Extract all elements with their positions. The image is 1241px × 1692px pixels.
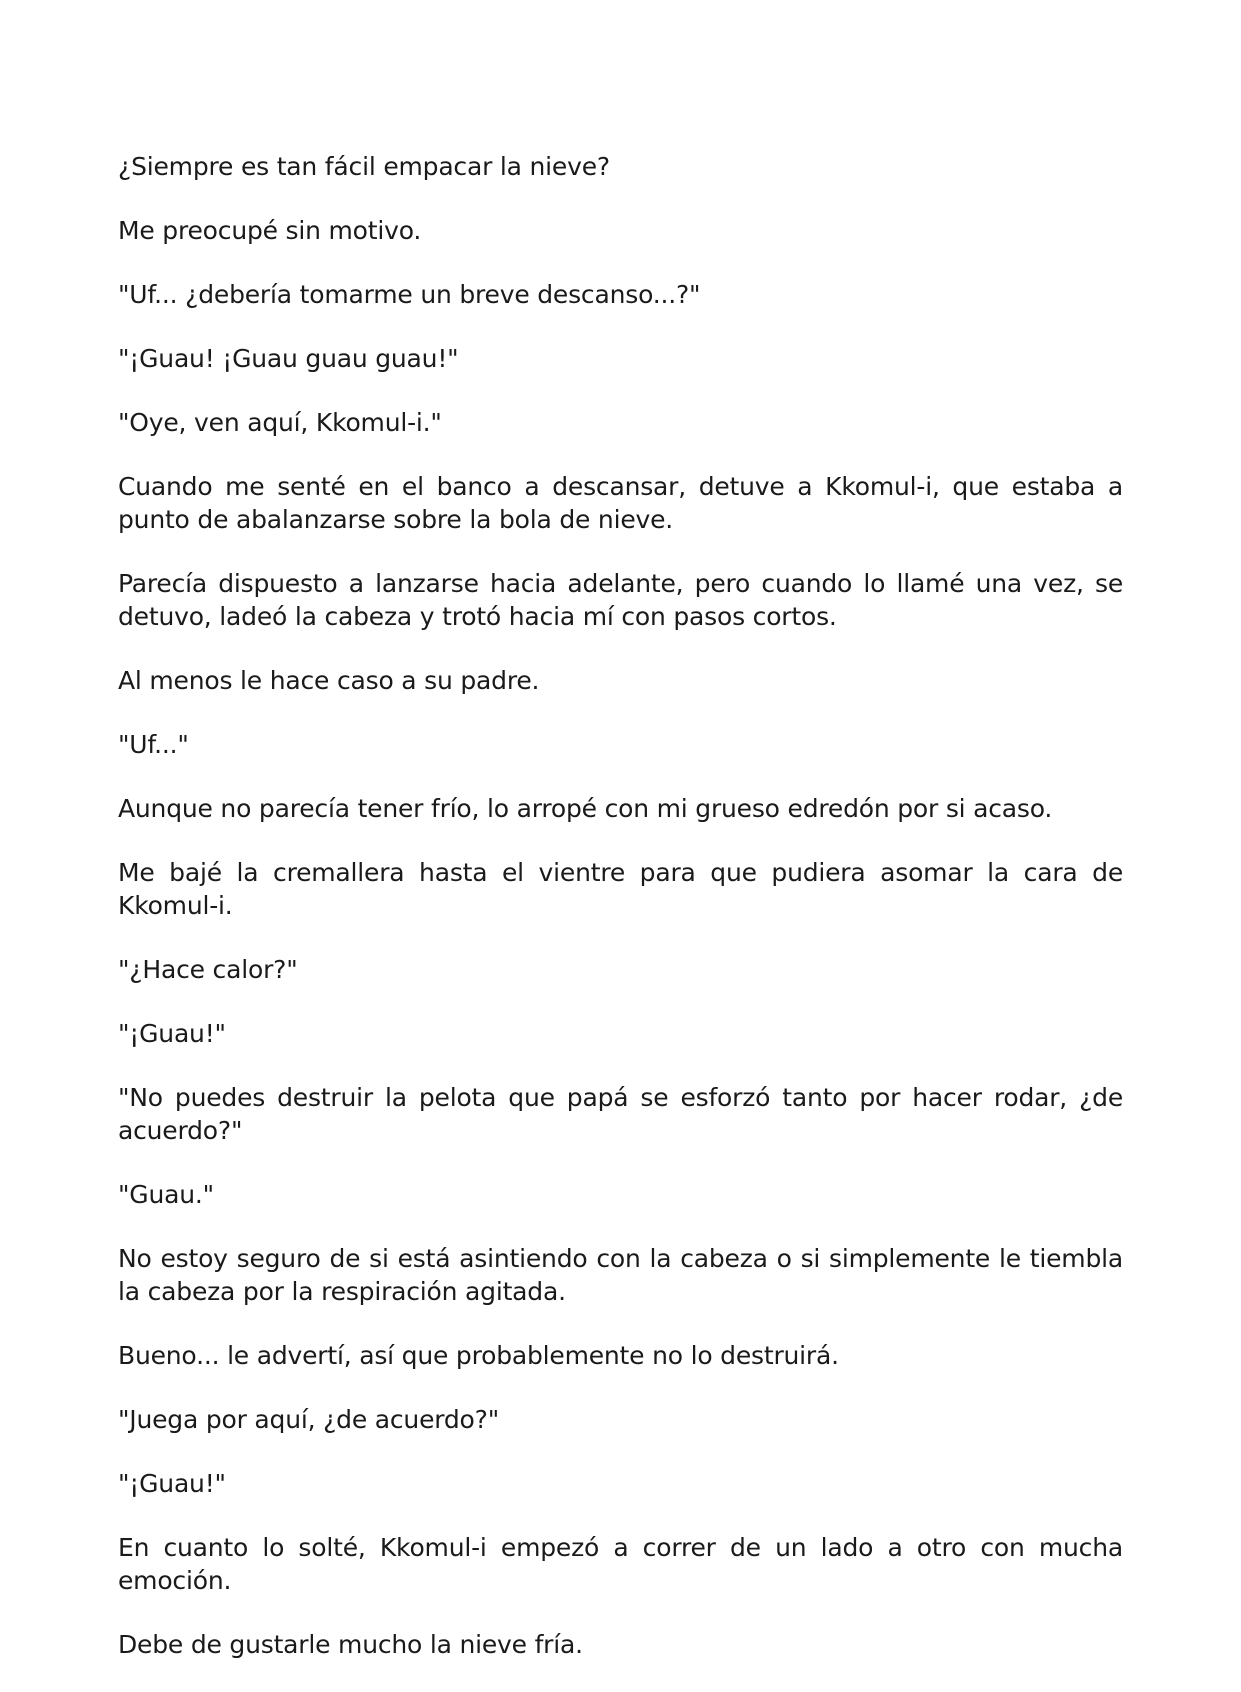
document-body (118, 150, 1123, 1692)
paragraph: "¡Guau! ¡Guau guau guau!" (118, 344, 459, 373)
paragraph: Debe de gustarle mucho la nieve fría. (118, 1630, 583, 1659)
paragraph: No estoy seguro de si está asintiendo con la cabeza o si simplemente le tiembla la cabeza por la respiración agitada. (118, 1244, 1123, 1306)
paragraph: "Uf..." (118, 730, 189, 759)
paragraph: En cuanto lo solté, Kkomul-i empezó a correr de un lado a otro con mucha emoción. (118, 1533, 1123, 1595)
paragraph: "¿Hace calor?" (118, 955, 298, 984)
paragraph: "Uf... ¿debería tomarme un breve descanso...?" (118, 280, 701, 309)
paragraph: Bueno... le advertí, así que probablemente no lo destruirá. (118, 1341, 839, 1370)
paragraph: "¡Guau!" (118, 1469, 226, 1498)
paragraph: "Juega por aquí, ¿de acuerdo?" (118, 1405, 500, 1434)
paragraph: ¿Siempre es tan fácil empacar la nieve? (118, 152, 610, 181)
paragraph: Me preocupé sin motivo. (118, 216, 422, 245)
paragraph: Cuando me senté en el banco a descansar, detuve a Kkomul-i, que estaba a punto de abalanzarse sobre la bola de nieve. (118, 472, 1123, 534)
paragraph: Me bajé la cremallera hasta el vientre para que pudiera asomar la cara de Kkomul-i. (118, 858, 1123, 920)
paragraph: "No puedes destruir la pelota que papá se esforzó tanto por hacer rodar, ¿de acuerdo?" (118, 1083, 1123, 1145)
paragraph: Al menos le hace caso a su padre. (118, 666, 540, 695)
paragraph: "Guau." (118, 1180, 214, 1209)
paragraph: "Oye, ven aquí, Kkomul-i." (118, 408, 442, 437)
paragraph: Aunque no parecía tener frío, lo arropé con mi grueso edredón por si acaso. (118, 794, 1053, 823)
paragraph: Parecía dispuesto a lanzarse hacia adelante, pero cuando lo llamé una vez, se detuvo, ladeó la cabeza y trotó hacia mí con pasos cortos. (118, 569, 1123, 631)
paragraph: "¡Guau!" (118, 1019, 226, 1048)
